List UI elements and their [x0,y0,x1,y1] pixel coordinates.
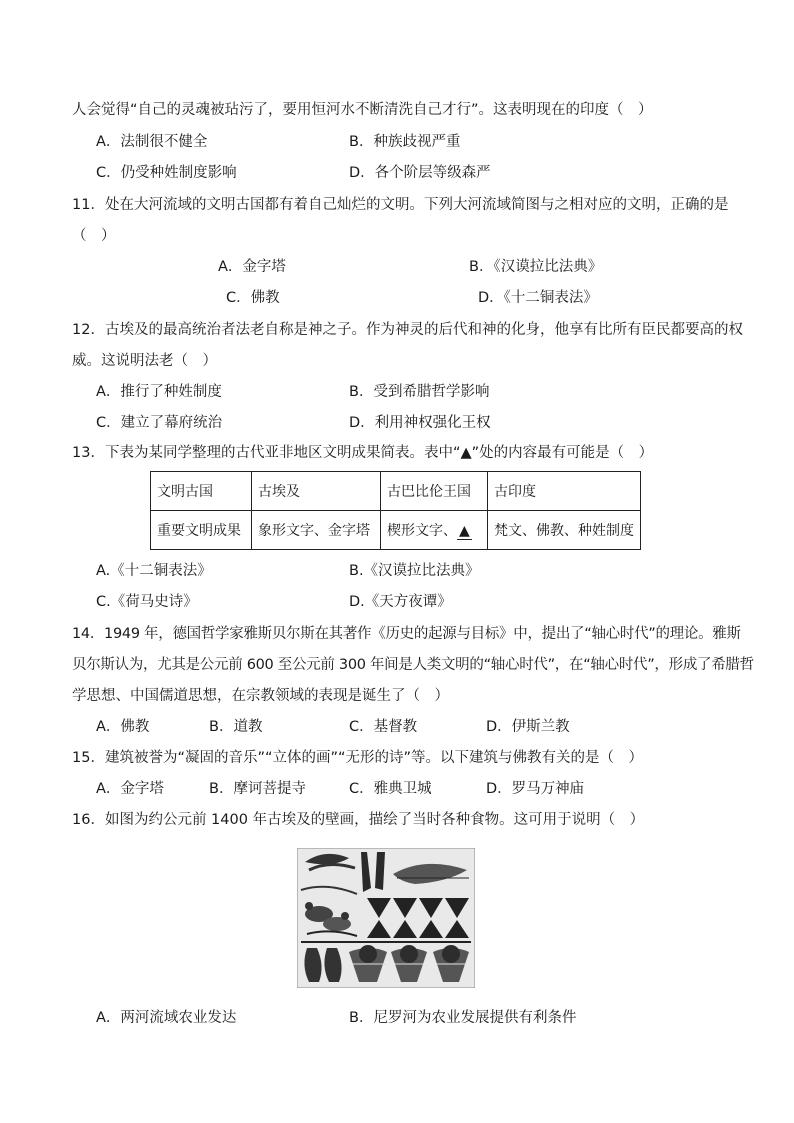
babylon-prefix: 楔形文字、 [387,523,457,539]
table-cell: 古埃及 [252,472,381,511]
blank-triangle: ▲ [459,523,470,539]
table-cell: 文明古国 [151,472,252,511]
table-row [151,511,641,550]
q12-option-b: B．受到希腊哲学影响 [349,384,490,400]
q15-stem: 15．建筑被誉为“凝固的音乐”“立体的画”“无形的诗”等。以下建筑与佛教有关的是（ ） [72,750,644,766]
q12-option-d: D．利用神权强化王权 [349,415,491,431]
q14-option-d: D．伊斯兰教 [486,719,570,735]
egyptian-mural-image [297,848,475,988]
q15-option-b: B．摩诃菩提寺 [209,781,306,797]
q16-stem: 16．如图为约公元前 1400 年古埃及的壁画，描绘了当时各种食物。这可用于说明（ ） [72,812,645,828]
q13-option-a: A.《十二铜表法》 [96,563,212,579]
q14-stem-line2: 贝尔斯认为，尤其是公元前 600 至公元前 300 年间是人类文明的“轴心时代”，在“轴心时代”，形成了希腊哲 [72,657,754,673]
q11-option-c: C．佛教 [226,290,280,306]
table-cell: 古巴比伦王国 [381,472,488,511]
q10-option-a: A．法制很不健全 [96,134,208,150]
table-cell: 重要文明成果 [151,511,252,550]
q11-stem-line2: （ ） [72,228,116,244]
q14-option-a: A．佛教 [96,719,150,735]
table-cell: 象形文字、金字塔 [252,511,381,550]
q12-option-c: C．建立了幕府统治 [96,415,223,431]
q10-option-b: B．种族歧视严重 [349,134,461,150]
q13-stem: 13．下表为某同学整理的古代亚非地区文明成果简表。表中“▲”处的内容最有可能是（ ） [72,445,654,461]
table-row [151,472,641,511]
q14-stem-line1: 14．1949 年，德国哲学家雅斯贝尔斯在其著作《历史的起源与目标》中，提出了“轴心时代”的理论。雅斯 [72,626,741,642]
q14-stem-line3: 学思想、中国儒道思想，在宗教领域的表现是诞生了（ ） [72,688,449,704]
q11-stem-line1: 11．处在大河流域的文明古国都有着自己灿烂的文明。下列大河流域简图与之相对应的文明，正确的是 [72,197,729,213]
q12-stem-line2: 威。这说明法老（ ） [72,353,217,369]
q13-table [150,471,641,550]
q13-option-b: B.《汉谟拉比法典》 [349,563,480,579]
q11-option-b: B．《汉谟拉比法典》 [469,259,603,275]
q15-option-d: D．罗马万神庙 [486,781,585,797]
q16-option-b: B．尼罗河为农业发展提供有利条件 [349,1010,577,1026]
q10-option-d: D．各个阶层等级森严 [349,165,491,181]
q13-option-c: C.《荷马史诗》 [96,594,198,610]
table-cell: 梵文、佛教、种姓制度 [488,511,641,550]
q12-option-a: A．推行了种姓制度 [96,384,222,400]
q10-option-c: C．仍受种姓制度影响 [96,165,237,181]
q15-option-c: C．雅典卫城 [349,781,432,797]
q12-stem-line1: 12．古埃及的最高统治者法老自称是神之子。作为神灵的后代和神的化身，他享有比所有臣民都要高的权 [72,322,743,338]
q13-option-d: D.《天方夜谭》 [349,594,452,610]
q14-option-c: C．基督教 [349,719,418,735]
q15-option-a: A．金字塔 [96,781,164,797]
q16-option-a: A．两河流域农业发达 [96,1010,237,1026]
q14-option-b: B．道教 [209,719,263,735]
q11-option-d: D．《十二铜表法》 [478,290,598,306]
table-cell [381,511,488,550]
q11-option-a: A．金字塔 [218,259,286,275]
table-cell: 古印度 [488,472,641,511]
q10-stem: 人会觉得“自己的灵魂被玷污了，要用恒河水不断清洗自己才行”。这表明现在的印度（ ） [72,102,653,118]
